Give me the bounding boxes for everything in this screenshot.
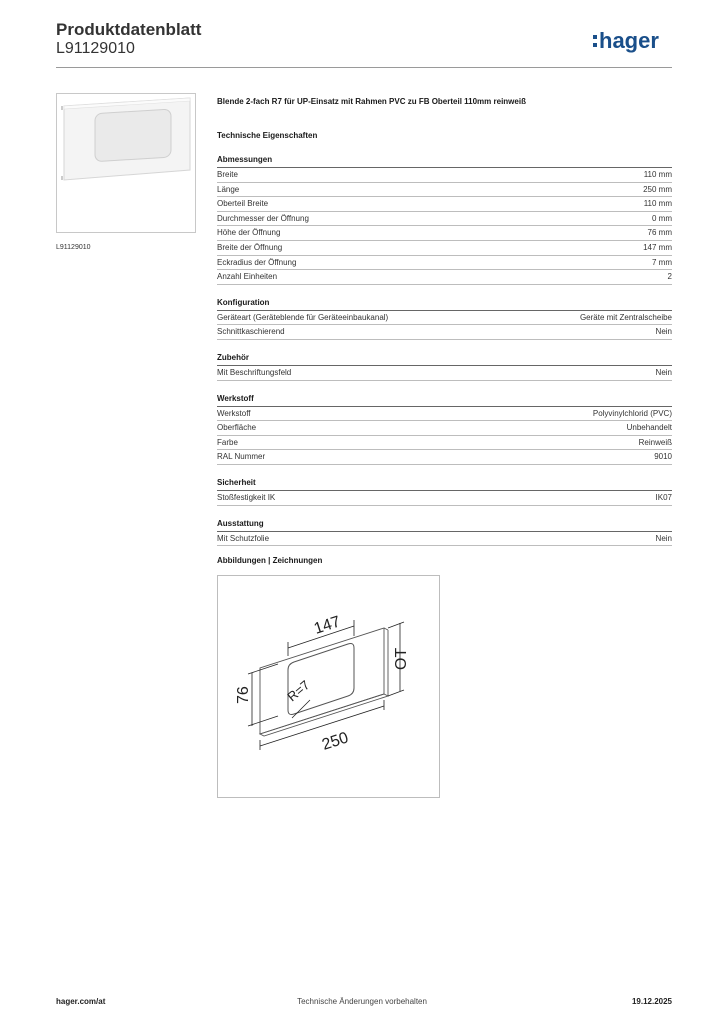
spec-label: Länge xyxy=(217,184,240,194)
spec-label: Oberfläche xyxy=(217,423,257,433)
spec-value: Polyvinylchlorid (PVC) xyxy=(592,408,672,418)
product-image-caption: L91129010 xyxy=(56,244,91,251)
spec-sections xyxy=(217,154,672,546)
spec-value: Reinweiß xyxy=(638,437,672,447)
spec-label: Stoßfestigkeit IK xyxy=(217,492,276,502)
spec-section xyxy=(217,393,672,465)
spec-row xyxy=(217,450,672,465)
spec-row xyxy=(217,436,672,451)
spec-section xyxy=(217,518,672,547)
spec-label: Eckradius der Öffnung xyxy=(217,257,297,267)
section-title: Sicherheit xyxy=(217,477,672,491)
spec-row xyxy=(217,183,672,198)
spec-label: Mit Beschriftungsfeld xyxy=(217,367,292,377)
spec-label: Werkstoff xyxy=(217,408,251,418)
spec-value: 76 mm xyxy=(647,228,672,238)
spec-row xyxy=(217,421,672,436)
article-number: L91129010 xyxy=(56,40,135,57)
section-title: Konfiguration xyxy=(217,297,672,311)
spec-label: Höhe der Öffnung xyxy=(217,228,281,238)
spec-value: IK07 xyxy=(655,492,672,502)
product-description: Blende 2-fach R7 für UP-Einsatz mit Rahmen PVC zu FB Oberteil 110mm reinweiß xyxy=(217,97,526,106)
spec-row xyxy=(217,197,672,212)
spec-value: 110 mm xyxy=(643,199,672,209)
footer-date: 19.12.2025 xyxy=(631,997,672,1006)
section-title: Zubehör xyxy=(217,352,672,366)
spec-value: Nein xyxy=(655,533,672,543)
header-title: Produktdatenblatt xyxy=(56,20,202,39)
technical-drawing xyxy=(217,575,440,798)
spec-section xyxy=(217,154,672,285)
dim-radius-label: R=7 xyxy=(284,677,313,705)
spec-row xyxy=(217,532,672,547)
section-title: Werkstoff xyxy=(217,393,672,407)
spec-value: Nein xyxy=(655,367,672,377)
section-title: Abmessungen xyxy=(217,154,672,168)
dim-height-label: 76 xyxy=(235,686,252,704)
header-divider xyxy=(56,67,672,68)
spec-value: Geräte mit Zentralscheibe xyxy=(579,312,672,322)
dim-width-label: 147 xyxy=(311,613,343,638)
footer-note: Technische Änderungen vorbehalten xyxy=(297,997,427,1006)
dim-length-label: 250 xyxy=(319,729,351,754)
spec-label: Geräteart (Geräteblende für Geräteeinbaukanal) xyxy=(217,312,389,322)
spec-label: Schnittkaschierend xyxy=(217,327,285,337)
spec-value: 2 xyxy=(667,272,672,282)
spec-label: Durchmesser der Öffnung xyxy=(217,213,309,223)
spec-label: Breite xyxy=(217,170,238,179)
hager-logo xyxy=(592,26,676,56)
spec-row xyxy=(217,366,672,381)
spec-value: Nein xyxy=(655,327,672,337)
footer-website[interactable]: hager.com/at xyxy=(56,997,106,1006)
logo-wordmark: hager xyxy=(599,28,659,53)
spec-section xyxy=(217,352,672,381)
spec-label: Breite der Öffnung xyxy=(217,242,283,252)
spec-row xyxy=(217,407,672,422)
spec-row xyxy=(217,270,672,285)
spec-row xyxy=(217,241,672,256)
spec-value: 0 mm xyxy=(652,213,672,223)
spec-section xyxy=(217,297,672,340)
technical-properties-heading: Technische Eigenschaften xyxy=(217,131,318,140)
spec-label: RAL Nummer xyxy=(217,452,266,462)
spec-label: Oberteil Breite xyxy=(217,199,269,209)
product-image xyxy=(56,93,196,233)
dim-ot-label: OT xyxy=(393,647,410,670)
spec-label: Mit Schutzfolie xyxy=(217,533,270,543)
spec-value: 9010 xyxy=(654,452,672,462)
spec-value: 110 mm xyxy=(643,170,672,179)
spec-row xyxy=(217,168,672,183)
spec-row xyxy=(217,325,672,340)
section-title: Ausstattung xyxy=(217,518,672,532)
spec-section xyxy=(217,477,672,506)
spec-row xyxy=(217,311,672,326)
drawings-heading: Abbildungen | Zeichnungen xyxy=(217,556,323,565)
spec-row xyxy=(217,226,672,241)
spec-value: 250 mm xyxy=(643,184,672,194)
spec-value: 7 mm xyxy=(652,257,672,267)
spec-label: Anzahl Einheiten xyxy=(217,272,278,282)
spec-row xyxy=(217,256,672,271)
spec-value: Unbehandelt xyxy=(626,423,672,433)
spec-row xyxy=(217,212,672,227)
spec-value: 147 mm xyxy=(643,242,672,252)
spec-label: Farbe xyxy=(217,437,238,447)
spec-row xyxy=(217,491,672,506)
specifications xyxy=(217,96,672,546)
